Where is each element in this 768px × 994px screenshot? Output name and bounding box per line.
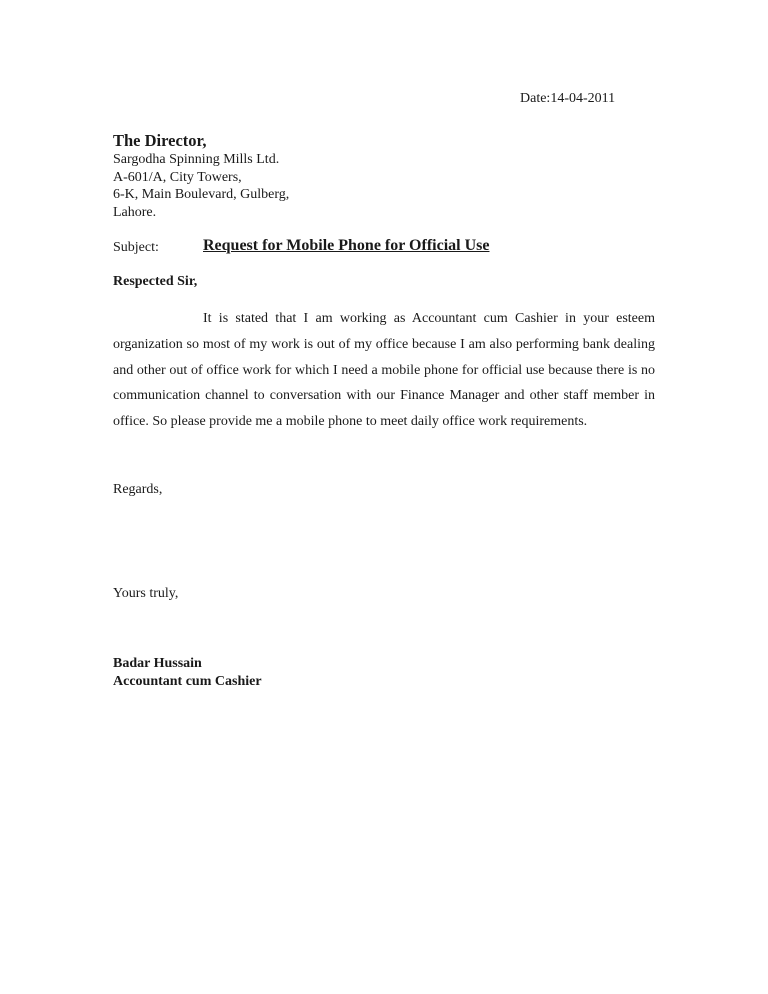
address-line-building: A-601/A, City Towers,: [113, 169, 242, 185]
address-line-city: Lahore.: [113, 204, 157, 220]
salutation: Respected Sir,: [113, 274, 198, 289]
closing-regards: Regards,: [113, 482, 163, 497]
address-line-street: 6-K, Main Boulevard, Gulberg,: [113, 187, 290, 202]
recipient-title: The Director,: [113, 131, 207, 150]
closing-yours-truly: Yours truly,: [113, 586, 179, 601]
letter-date: Date:14-04-2011: [520, 91, 616, 106]
subject-text: Request for Mobile Phone for Official Use: [203, 237, 490, 254]
address-line-company: Sargodha Spinning Mills Ltd.: [113, 152, 280, 167]
subject-label: Subject:: [113, 240, 159, 255]
body-paragraph: It is stated that I am working as Accountant cum Cashier in your esteem organization so most of my work is out of my office because I am also performing bank dealing and other out of office work for which I need a mobile phone for official use because there is no communication channel to conversation with our Finance Manager and other staff member in office. So please provide me a mobile phone to meet daily office work requirements.: [113, 311, 655, 430]
signature-block: [113, 655, 262, 691]
recipient-block: [113, 131, 513, 221]
signature-name: Badar Hussain: [113, 656, 202, 671]
signature-position: Accountant cum Cashier: [113, 674, 262, 689]
